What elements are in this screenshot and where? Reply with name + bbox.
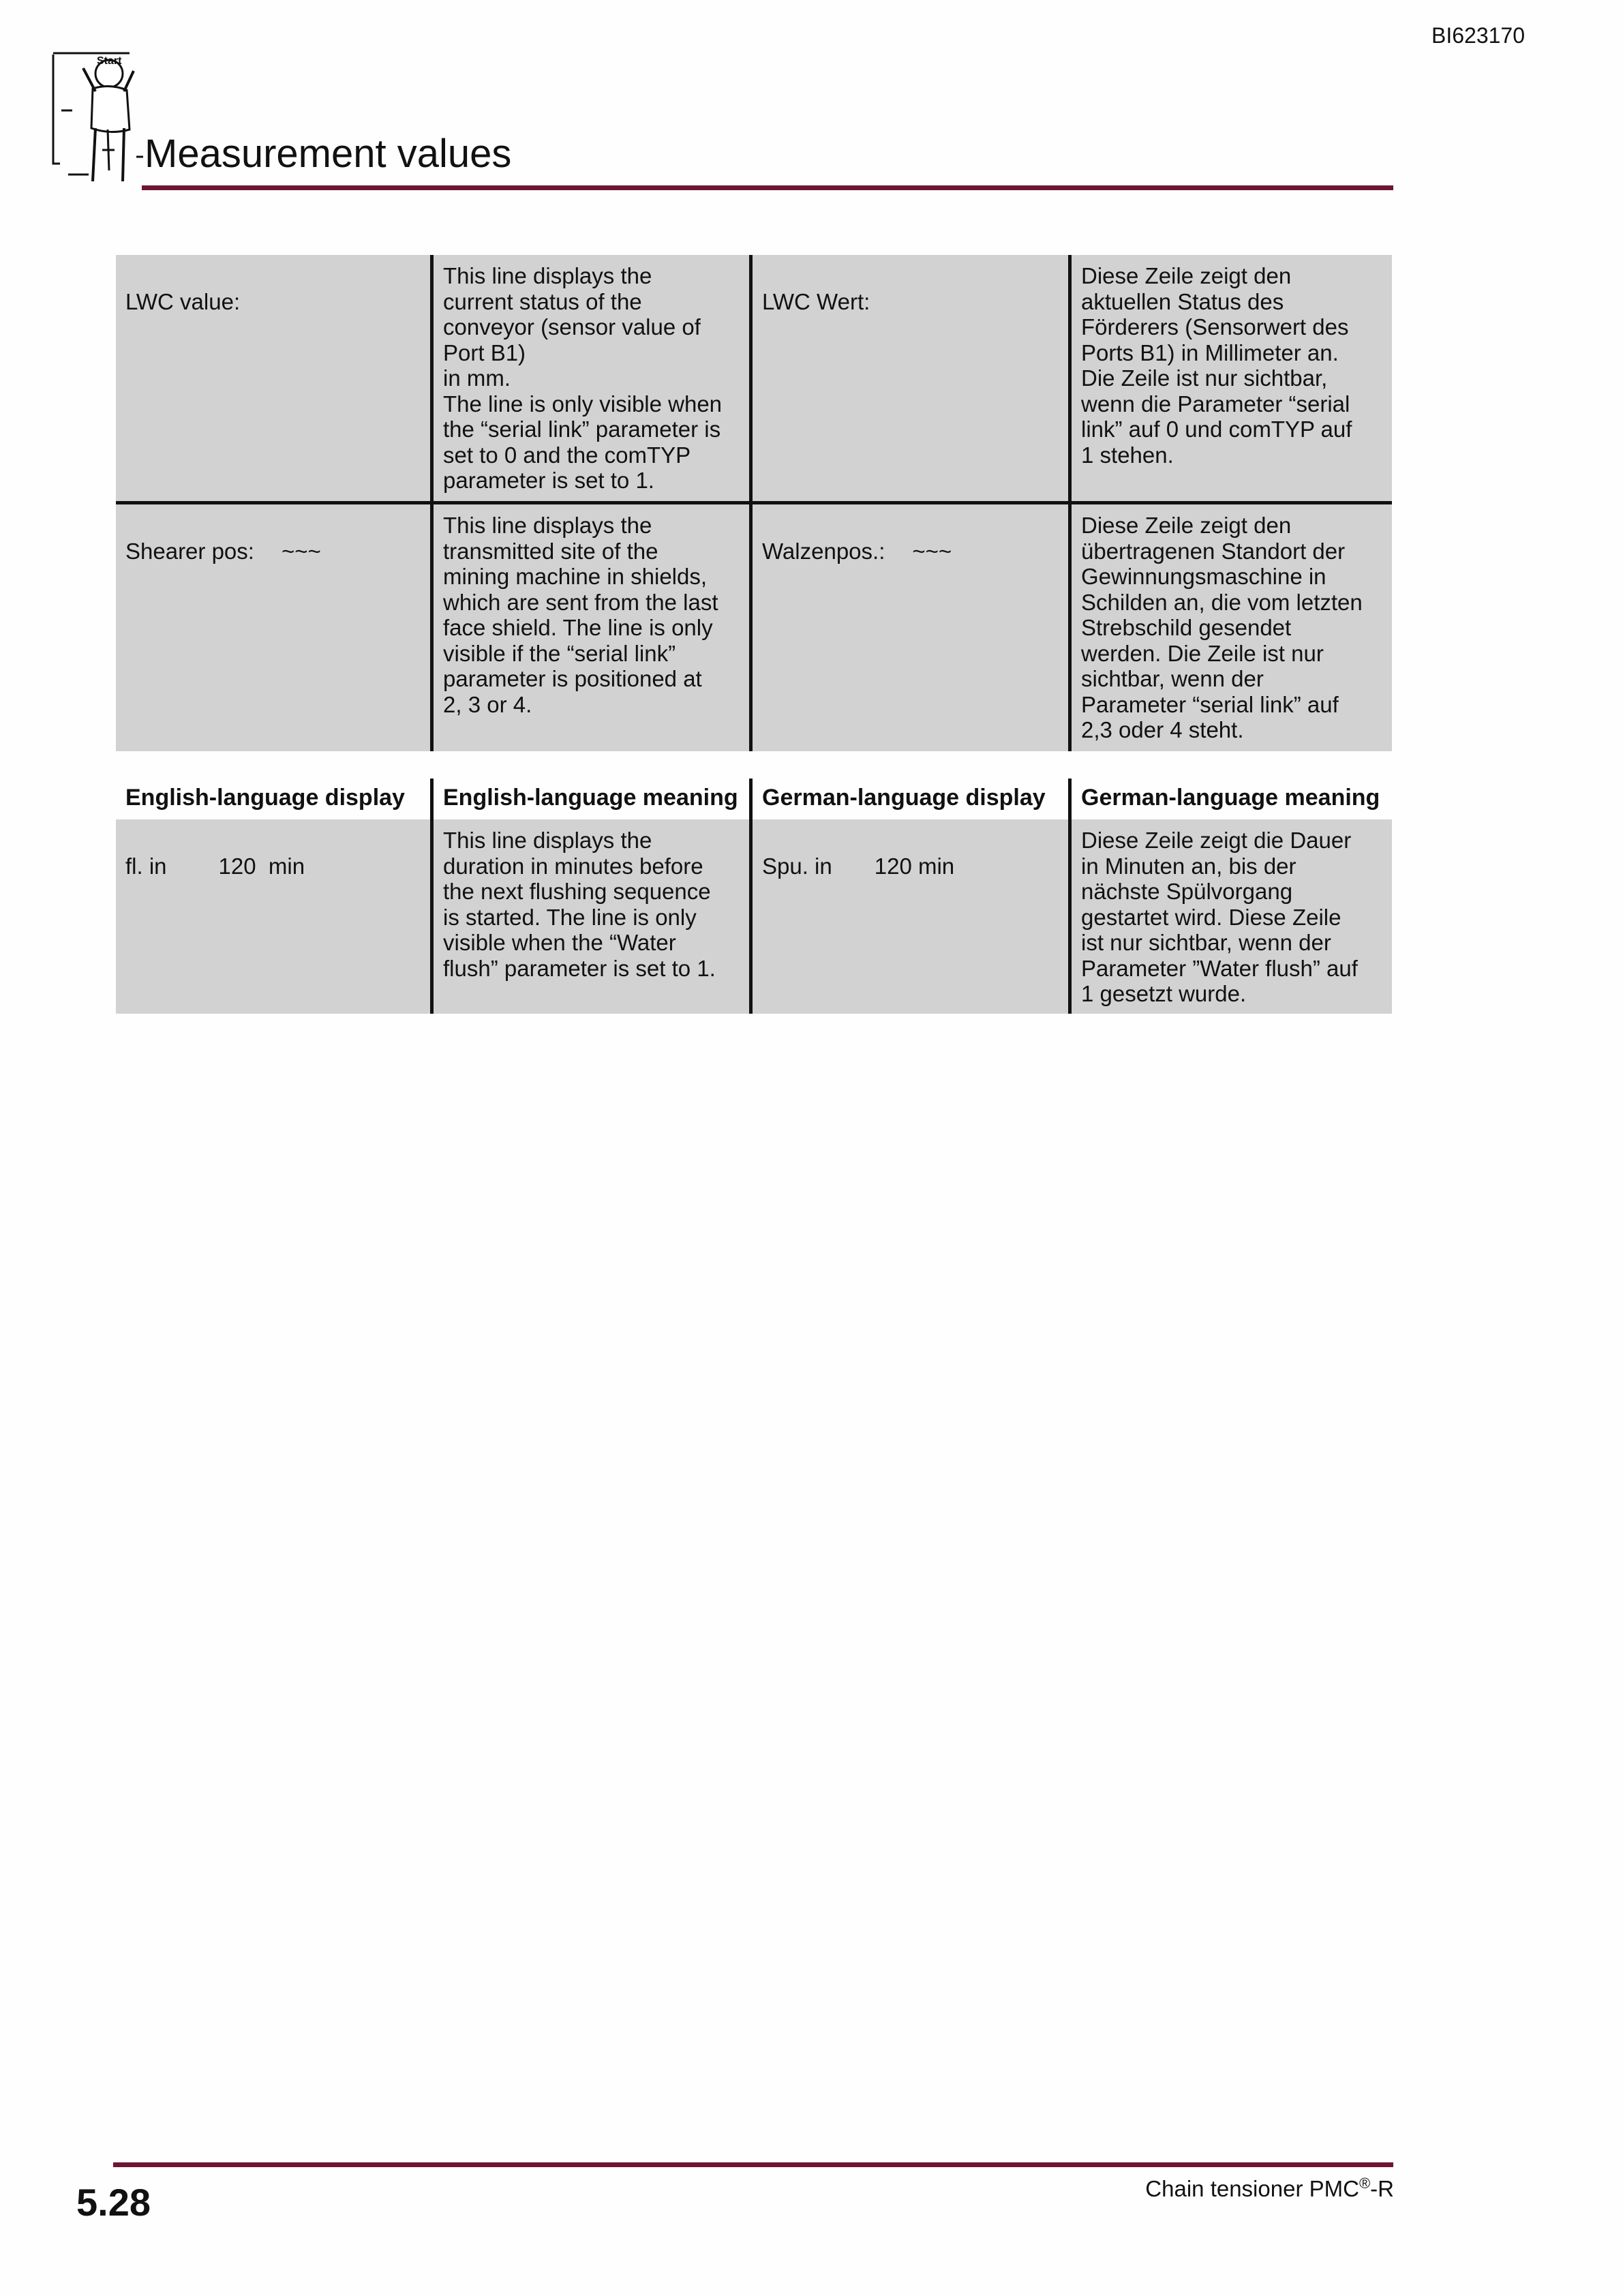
display-label: LWC Wert: <box>762 288 870 314</box>
document-id: BI623170 <box>1431 23 1526 48</box>
column-header: German-language meaning <box>1081 785 1380 811</box>
display-value: ~~~ <box>281 538 321 564</box>
flush-table <box>116 779 1392 1014</box>
display-value: 120 min <box>874 853 955 879</box>
display-value: ~~~ <box>912 538 952 564</box>
product-title <box>1145 2175 1394 2202</box>
column-header: German-language display <box>753 779 1072 819</box>
page-number: 5.28 <box>76 2181 151 2224</box>
registered-mark: ® <box>1359 2175 1371 2192</box>
title-rule <box>142 185 1393 190</box>
start-figure-logo <box>48 48 143 184</box>
display-label: fl. in <box>125 853 167 879</box>
column-header: English-language meaning <box>434 779 753 819</box>
measurement-table <box>116 255 1392 751</box>
table-cell-en-display <box>116 819 434 1014</box>
page-title: Measurement values <box>145 132 512 176</box>
column-header: English-language display <box>116 779 434 819</box>
svg-text:Start: Start <box>97 55 122 67</box>
footer-rule <box>113 2162 1393 2167</box>
product-name: Chain tensioner PMC <box>1145 2176 1359 2201</box>
table-cell-de-meaning: Diese Zeile zeigt die Dauer in Minuten an, bis der nächste Spülvorgang gestartet wird. Diese Zeile ist nur sichtbar, wenn der Parameter ”Water flush” auf 1 gesetzt wurde. <box>1072 819 1392 1014</box>
display-label: Spu. in <box>762 853 832 879</box>
table-cell-en-meaning: This line displays the duration in minutes before the next flushing sequence is started. The line is only visible when the “Water flush” parameter is set to 1. <box>434 819 753 1014</box>
display-value: 120 min <box>218 853 305 879</box>
table-cell-en-meaning: This line displays the transmitted site of the mining machine in shields, which are sent from the last face shield. The line is only visible if the “serial link” parameter is positioned at 2, 3 or 4. <box>434 504 753 751</box>
table-cell-de-meaning: Diese Zeile zeigt den aktuellen Status des Förderers (Sensorwert des Ports B1) in Millimeter an. Die Zeile ist nur sichtbar, wenn die Parameter “serial link” auf 0 und comTYP auf 1 stehen. <box>1072 255 1392 504</box>
product-suffix: -R <box>1370 2176 1394 2201</box>
display-label: Shearer pos: <box>125 538 254 564</box>
display-label: Walzenpos.: <box>762 538 885 564</box>
table-cell-en-display <box>116 504 434 751</box>
table-cell-de-display <box>753 255 1072 504</box>
table-cell-de-display <box>753 819 1072 1014</box>
table-cell-de-display <box>753 504 1072 751</box>
table-cell-en-meaning: This line displays the current status of the conveyor (sensor value of Port B1) in mm. The line is only visible when the “serial link” parameter is set to 0 and the comTYP parameter is set to 1. <box>434 255 753 504</box>
table-cell-de-meaning: Diese Zeile zeigt den übertragenen Standort der Gewinnungsmaschine in Schilden an, die vom letzten Strebschild gesendet werden. Die Zeile ist nur sichtbar, wenn der Parameter “serial link” auf 2,3 oder 4 steht. <box>1072 504 1392 751</box>
display-label: LWC value: <box>125 288 241 314</box>
table-cell-en-display <box>116 255 434 504</box>
